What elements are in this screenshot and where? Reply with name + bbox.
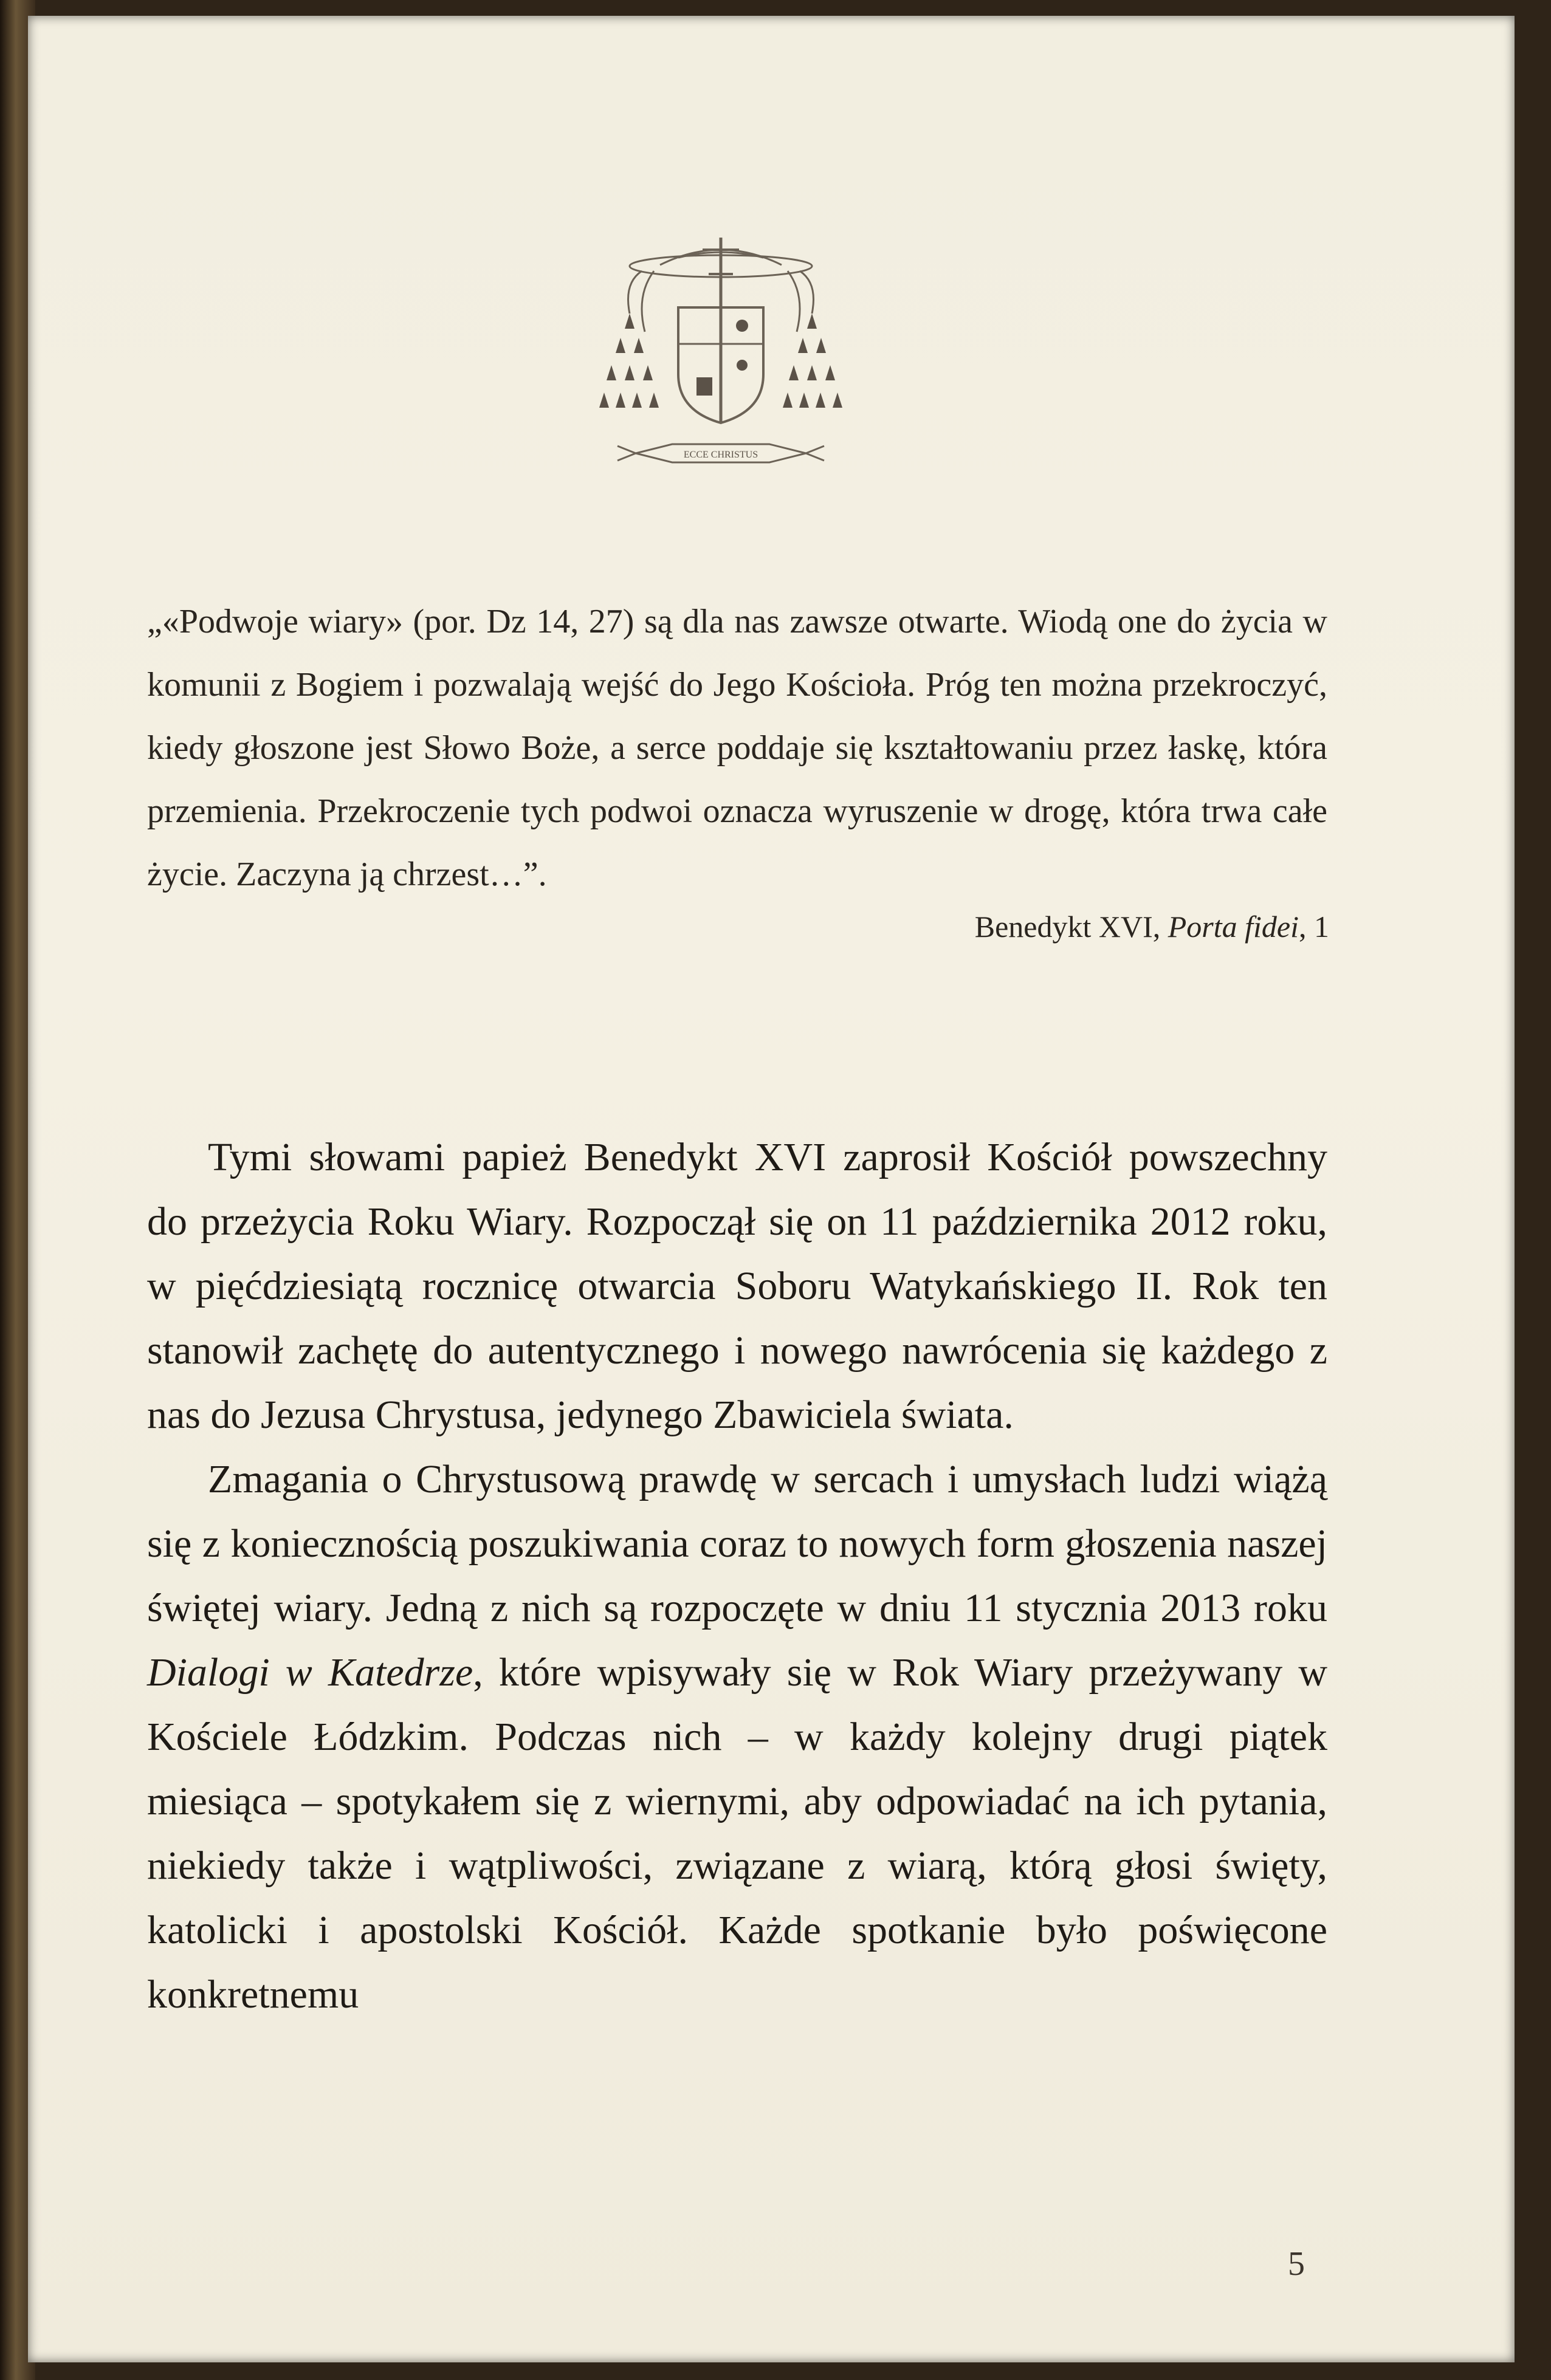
epigraph-source	[975, 909, 1329, 944]
epigraph-source-number: , 1	[1299, 910, 1329, 944]
main-text	[147, 1125, 1327, 2027]
paragraph-2-italic-title: Dialogi w Katedrze	[147, 1650, 473, 1695]
epigraph-source-author: Benedykt XVI,	[974, 910, 1161, 944]
book-page	[28, 16, 1515, 2362]
paragraph-2	[147, 1447, 1327, 2027]
paragraph-2-end: , które wpisywały się w Rok Wiary przeżywany w Kościele Łódzkim. Podczas nich – w każdy kolejny drugi piątek miesiąca – spotykałem się z wiernymi, aby odpowiadać na ich pytania, niekiedy także i wątpliwości, związane z wiarą, którą głosi święty, katolicki i apostolski Kościół. Każde spotkanie było poświęcone konkretnemu	[147, 1650, 1327, 2017]
page-number: 5	[1288, 2245, 1305, 2283]
epigraph-source-title: Porta fidei	[1168, 910, 1299, 944]
paragraph-2-start: Zmagania o Chrystusową prawdę w sercach i umysłach ludzi wiążą się z koniecznością poszukiwania coraz to nowych form głoszenia naszej świętej wiary. Jedną z nich są rozpoczęte w dniu 11 stycznia 2013 roku	[147, 1457, 1327, 1630]
crest-motto: ECCE CHRISTUS	[683, 450, 758, 460]
epigraph-quote: „«Podwoje wiary» (por. Dz 14, 27) są dla nas zawsze otwarte. Wiodą one do życia w komunii z Bogiem i pozwalają wejść do Jego Kościoła. Próg ten można przekroczyć, kiedy głoszone jest Słowo Boże, a serce poddaje się kształtowaniu przez łaskę, która przemienia. Przekroczenie tych podwoi oznacza wyruszenie w drogę, która trwa całe życie. Zaczyna ją chrzest…”.	[147, 603, 1327, 893]
coat-of-arms-icon	[587, 222, 855, 508]
paragraph-1: Tymi słowami papież Benedykt XVI zaprosił Kościół powszechny do przeżycia Roku Wiary. Rozpoczął się on 11 października 2012 roku, w pięćdziesiątą rocznicę otwarcia Soboru Watykańskiego II. Rok ten stanowił zachętę do autentycznego i nowego nawrócenia się każdego z nas do Jezusa Chrystusa, jedynego Zbawiciela świata.	[147, 1135, 1327, 1437]
